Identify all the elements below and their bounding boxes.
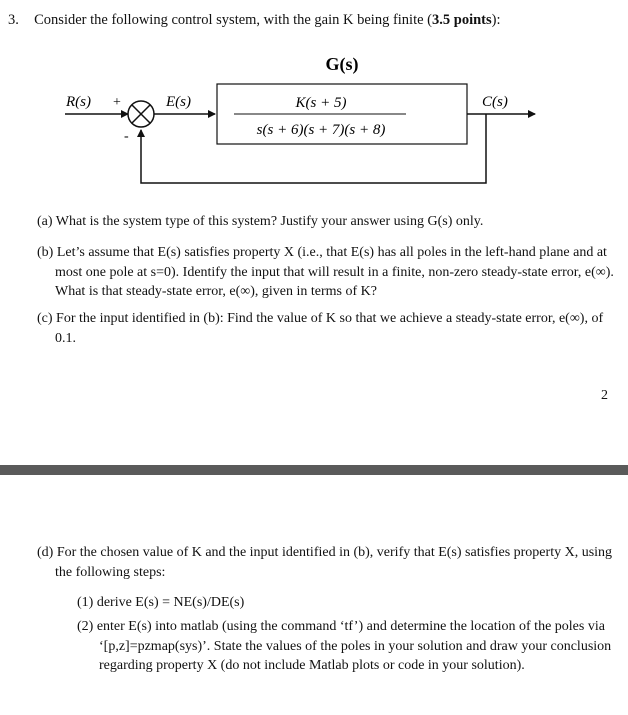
question-number: 3. bbox=[8, 12, 19, 28]
plant-title: G(s) bbox=[325, 54, 359, 74]
error-label: E(s) bbox=[166, 94, 191, 110]
transfer-denominator: s(s + 6)(s + 7)(s + 8) bbox=[256, 122, 386, 138]
minus-sign: - bbox=[124, 129, 129, 144]
part-d-step-1: (1) derive E(s) = NE(s)/DE(s) bbox=[77, 595, 245, 610]
question-text: Consider the following control system, with the gain K being finite ( bbox=[34, 12, 433, 28]
question-close: ): bbox=[491, 12, 501, 28]
part-d-step-2: (2) enter E(s) into matlab (using the command ‘tf’) and determine the location of the poles via ‘[p,z]=pzmap(sys)’. State the values of the poles in your solution and draw your conclusion regarding property X (do not include Matlab plots or code in your solution). bbox=[77, 619, 612, 673]
part-a: (a) What is the system type of this system? Justify your answer using G(s) only. bbox=[37, 214, 484, 229]
page-number: 2 bbox=[601, 388, 608, 403]
transfer-numerator: K(s + 5) bbox=[295, 95, 347, 111]
part-c: (c) For the input identified in (b): Find the value of K so that we achieve a steady-state error, e(∞), of 0.1. bbox=[37, 311, 604, 346]
output-label: C(s) bbox=[482, 94, 508, 110]
block-diagram bbox=[0, 0, 628, 200]
question-points: 3.5 points bbox=[432, 12, 492, 28]
part-b: (b) Let’s assume that E(s) satisfies property X (i.e., that E(s) has all poles in the left-hand plane and at most one pole at s=0). Identify the input that will result in a finite, non-zero steady-state error, e(∞). What is that steady-state error, e(∞), given in terms of K? bbox=[37, 245, 614, 299]
summing-junction bbox=[128, 101, 154, 127]
part-d: (d) For the chosen value of K and the input identified in (b), verify that E(s) satisfies property X, using the following steps: bbox=[37, 545, 613, 580]
input-label: R(s) bbox=[66, 94, 91, 110]
plus-sign: + bbox=[113, 95, 121, 110]
page-separator bbox=[0, 465, 628, 475]
